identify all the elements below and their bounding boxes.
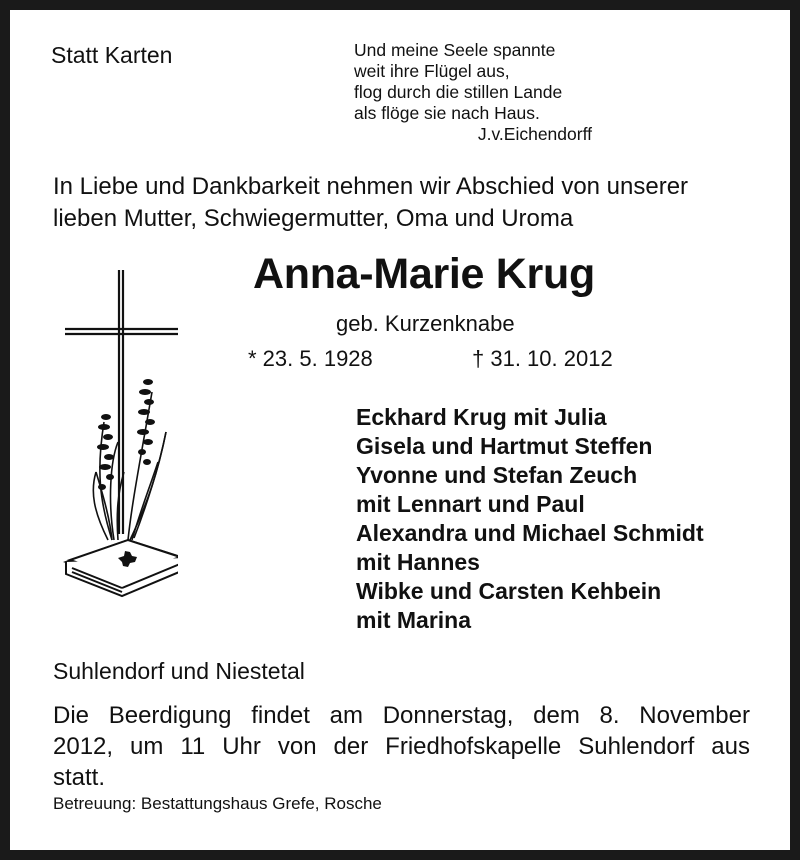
birth-date: * 23. 5. 1928 [248, 346, 373, 371]
mourner-line: mit Hannes [356, 549, 480, 575]
mourner-line: Yvonne und Stefan Zeuch [356, 462, 638, 488]
birth-name: geb. Kurzenknabe [336, 311, 515, 336]
poem-line: weit ihre Flügel aus, [354, 61, 510, 81]
mourner-line: mit Lennart und Paul [356, 491, 585, 517]
deceased-name: Anna-Marie Krug [253, 250, 595, 298]
mourner-line: mit Marina [356, 607, 472, 633]
intro-line: In Liebe und Dankbarkeit nehmen wir Abschied von unserer [53, 173, 689, 200]
funeral-line: Die Beerdigung findet am Donnerstag, dem 8. November [53, 702, 750, 729]
statt-karten-label: Statt Karten [51, 42, 173, 68]
funeral-line: 2012, um 11 Uhr von der Friedhofskapelle Suhlendorf aus [53, 733, 750, 760]
bible-icon [66, 540, 178, 596]
mourner-line: Alexandra und Michael Schmidt [356, 520, 704, 546]
poem-line: Und meine Seele spannte [354, 40, 556, 60]
mourner-line: Gisela und Hartmut Steffen [356, 433, 653, 459]
poem-line: als flöge sie nach Haus. [354, 103, 540, 123]
place-line: Suhlendorf und Niestetal [53, 658, 305, 684]
mourner-line: Eckhard Krug mit Julia [356, 404, 607, 430]
mourner-line: Wibke und Carsten Kehbein [356, 578, 662, 604]
poem-quote [354, 40, 592, 145]
intro-line: lieben Mutter, Schwiegermutter, Oma und Uroma [53, 205, 574, 232]
death-date: † 31. 10. 2012 [472, 346, 613, 371]
cross-icon [65, 270, 178, 534]
funeral-line: statt. [53, 764, 106, 791]
funeral-info [53, 700, 750, 793]
flower-blooms-icon [97, 379, 155, 490]
cross-with-flowers-and-bible-icon [48, 262, 178, 602]
mourners-list [356, 403, 704, 635]
poem-author: J.v.Eichendorff [477, 124, 592, 144]
intro-text [53, 171, 773, 235]
funeral-home-credit: Betreuung: Bestattungshaus Grefe, Rosche [53, 794, 382, 813]
poem-line: flog durch die stillen Lande [354, 82, 563, 102]
